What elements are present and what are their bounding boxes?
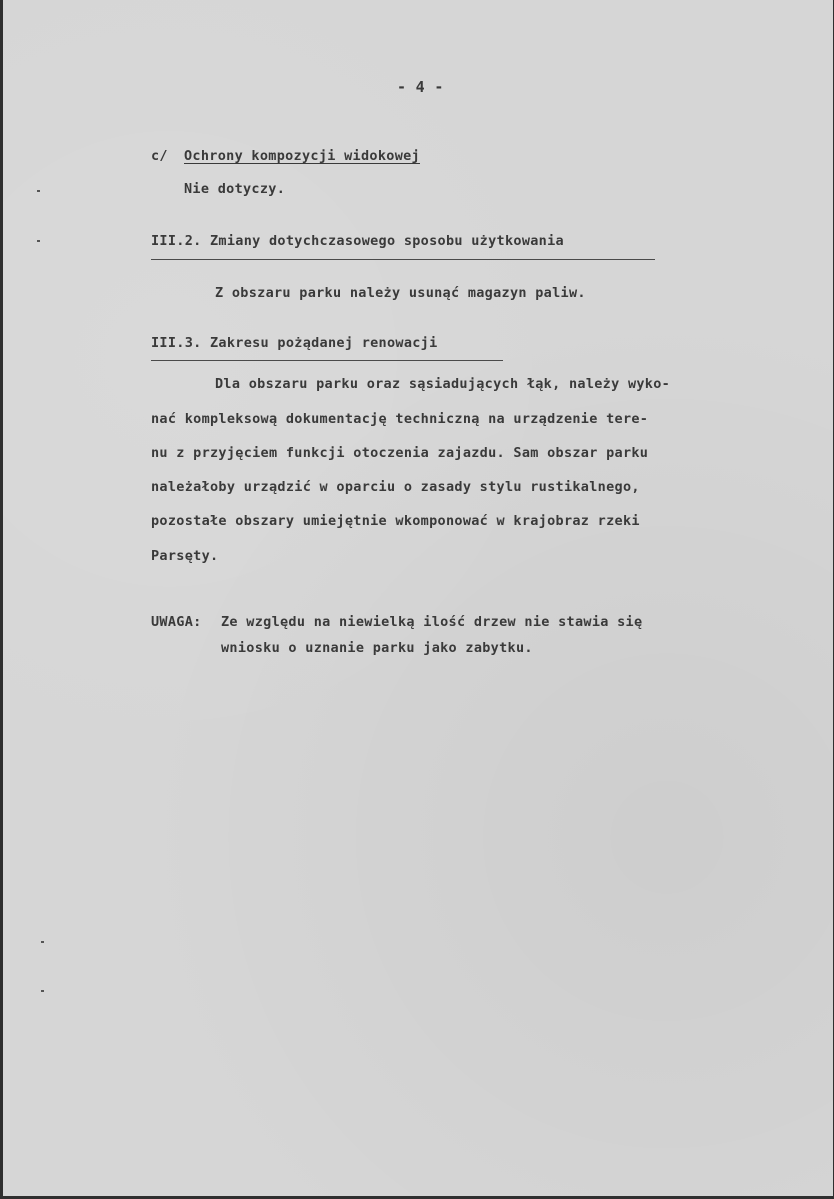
- paragraph-line: należałoby urządzić w oparciu o zasady stylu rustikalnego,: [151, 479, 640, 495]
- section-c-heading: Ochrony kompozycji widokowej: [184, 148, 420, 164]
- document-page: [3, 0, 833, 1196]
- paragraph-line: Dla obszaru parku oraz sąsiadujących łąk, należy wyko-: [215, 376, 671, 392]
- note-line-2: wniosku o uznanie parku jako zabytku.: [221, 640, 533, 656]
- paragraph-line: nać kompleksową dokumentację techniczną na urządzenie tere-: [151, 411, 649, 427]
- note-label: UWAGA:: [151, 614, 202, 630]
- note-line-1: Ze względu na niewielką ilość drzew nie stawia się: [221, 614, 643, 630]
- section-iii2-underline: [151, 259, 655, 260]
- margin-speck: [41, 941, 44, 943]
- margin-speck: [37, 190, 40, 192]
- section-iii3-heading: III.3. Zakresu pożądanej renowacji: [151, 335, 438, 351]
- page-number: - 4 -: [397, 78, 444, 96]
- margin-speck: [37, 240, 40, 242]
- paragraph-line: Parsęty.: [151, 548, 219, 564]
- section-iii2-heading: III.2. Zmiany dotychczasowego sposobu użytkowania: [151, 233, 564, 249]
- section-c-body: Nie dotyczy.: [184, 181, 286, 197]
- paragraph-line: nu z przyjęciem funkcji otoczenia zajazdu. Sam obszar parku: [151, 445, 649, 461]
- section-iii3-underline: [151, 360, 503, 361]
- paragraph-line: pozostałe obszary umiejętnie wkomponować w krajobraz rzeki: [151, 513, 640, 529]
- margin-speck: [41, 990, 44, 992]
- section-c-label: c/: [151, 148, 168, 164]
- section-iii2-body: Z obszaru parku należy usunąć magazyn paliw.: [215, 285, 586, 301]
